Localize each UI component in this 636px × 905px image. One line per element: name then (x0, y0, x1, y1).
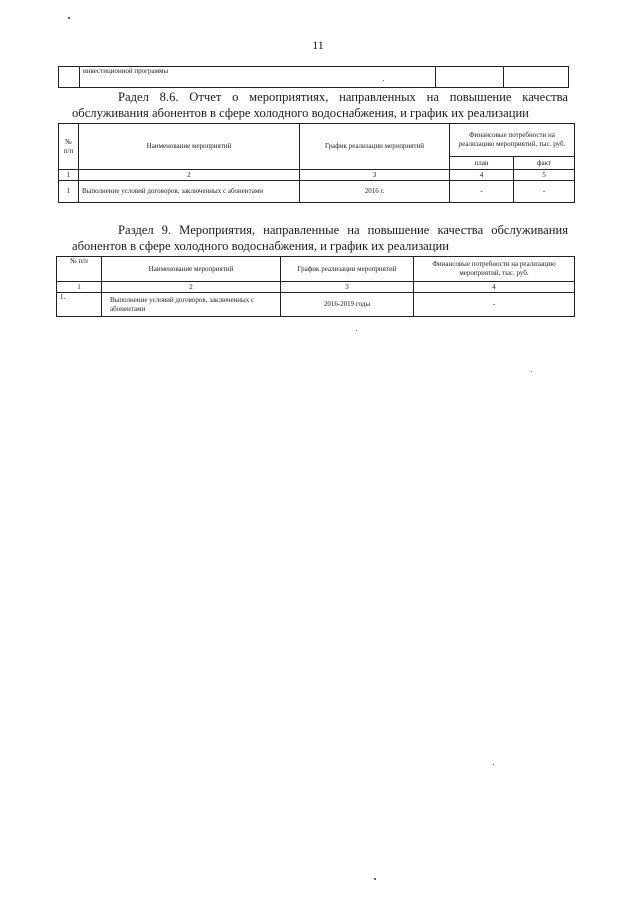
empty-cell (59, 67, 80, 88)
program-cell: инвестиционной программы (80, 67, 436, 88)
col-header-finance: Финансовые потребности на реализацию мероприятий, тыс. руб. (450, 124, 575, 157)
empty-cell (504, 67, 569, 88)
numbering-cell: 3 (281, 282, 414, 293)
section-8-6-heading (72, 89, 568, 121)
col-header-plan: план (450, 157, 514, 170)
numbering-cell: 3 (300, 170, 450, 181)
col-header-num: № п/п (57, 257, 102, 282)
row-schedule: 2016 г. (300, 181, 450, 203)
row-finance: - (414, 293, 575, 317)
col-header-fact: факт (514, 157, 575, 170)
row-num: 1. (57, 293, 102, 317)
row-name: Выполнение условий договоров, заключенных с абонентами (102, 293, 281, 317)
scan-speck (356, 330, 357, 331)
col-header-name: Наименование мероприятий (79, 124, 300, 170)
section-8-6-table (58, 123, 575, 203)
section-9-heading-line1: Раздел 9. Мероприятия, направленные на повышение качества обслуживания (118, 223, 568, 237)
numbering-cell: 1 (57, 282, 102, 293)
empty-cell (436, 67, 504, 88)
numbering-cell: 4 (450, 170, 514, 181)
row-plan: - (450, 181, 514, 203)
row-name: Выполнение условий договоров, заключенных с абонентами (79, 181, 300, 203)
col-header-schedule: График реализации мероприятий (281, 257, 414, 282)
section-9-heading (72, 222, 568, 254)
numbering-cell: 1 (59, 170, 79, 181)
section-9-table (56, 256, 575, 317)
col-header-num: № п/п (59, 124, 79, 170)
row-num: 1 (59, 181, 79, 203)
numbering-cell: 5 (514, 170, 575, 181)
scan-speck (374, 878, 376, 880)
numbering-cell: 4 (414, 282, 575, 293)
section-9-heading-line2: абонентов в сфере холодного водоснабжения, и график их реализации (72, 239, 449, 253)
scan-speck (531, 371, 532, 372)
scan-speck (68, 17, 70, 19)
table-row (57, 293, 575, 317)
section-8-6-heading-line1: Радел 8.6. Отчет о мероприятиях, направленных на повышение качества (118, 90, 568, 104)
col-header-schedule: График реализации мероприятий (300, 124, 450, 170)
row-schedule: 2016-2019 годы (281, 293, 414, 317)
row-fact: - (514, 181, 575, 203)
numbering-cell: 2 (102, 282, 281, 293)
page-number: 11 (312, 38, 324, 52)
table-row (59, 181, 575, 203)
scan-speck (493, 764, 494, 765)
top-table-fragment (58, 66, 569, 88)
col-header-name: Наименование мероприятий (102, 257, 281, 282)
section-8-6-heading-line2: обслуживания абонентов в сфере холодного водоснабжения, и график их реализации (72, 106, 529, 120)
numbering-cell: 2 (79, 170, 300, 181)
col-header-finance: Финансовые потребности на реализацию мероприятий, тыс. руб. (414, 257, 575, 282)
